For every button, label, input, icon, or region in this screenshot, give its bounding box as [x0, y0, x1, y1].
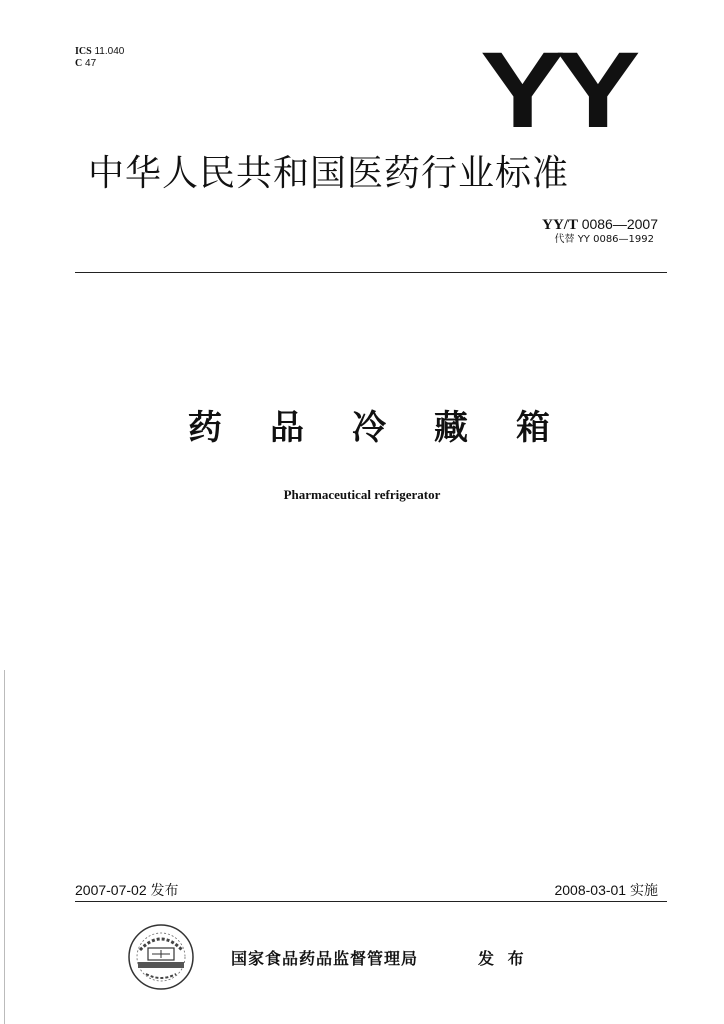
standard-code-prefix: YY/T: [542, 217, 578, 233]
ccs-label: C: [75, 58, 83, 69]
publish-label: 发 布: [478, 949, 524, 968]
standard-code: [542, 216, 658, 233]
document-title: [188, 406, 550, 450]
implementation-date: 2008-03-01 实施: [554, 882, 658, 898]
ccs-line: [75, 58, 124, 70]
ics-line: [75, 46, 124, 58]
classification-codes: [75, 46, 124, 70]
issue-date: 2007-07-02 发布: [75, 882, 179, 898]
title-char: 箱: [516, 408, 550, 448]
standard-code-number: 0086—2007: [581, 216, 658, 232]
standard-category-title: 中华人民共和国医药行业标准: [88, 153, 570, 194]
ics-label: ICS: [75, 46, 92, 57]
title-char: 品: [270, 408, 304, 448]
title-char: 药: [188, 408, 222, 448]
footer-divider: [75, 901, 667, 902]
replaces-standard: 代替 YY 0086—1992: [554, 234, 654, 245]
header-divider: [75, 272, 667, 273]
ics-code: 11.040: [94, 46, 125, 57]
title-char: 冷: [352, 408, 386, 448]
standard-logo: YY: [480, 29, 632, 150]
issuing-authority: 国家食品药品监督管理局: [231, 949, 419, 968]
scan-margin-line: [4, 670, 5, 1024]
ccs-code: 47: [85, 58, 97, 69]
issuer-seal-icon: [126, 922, 196, 992]
document-title-english: Pharmaceutical refrigerator: [283, 487, 441, 502]
title-char: 藏: [434, 408, 468, 448]
